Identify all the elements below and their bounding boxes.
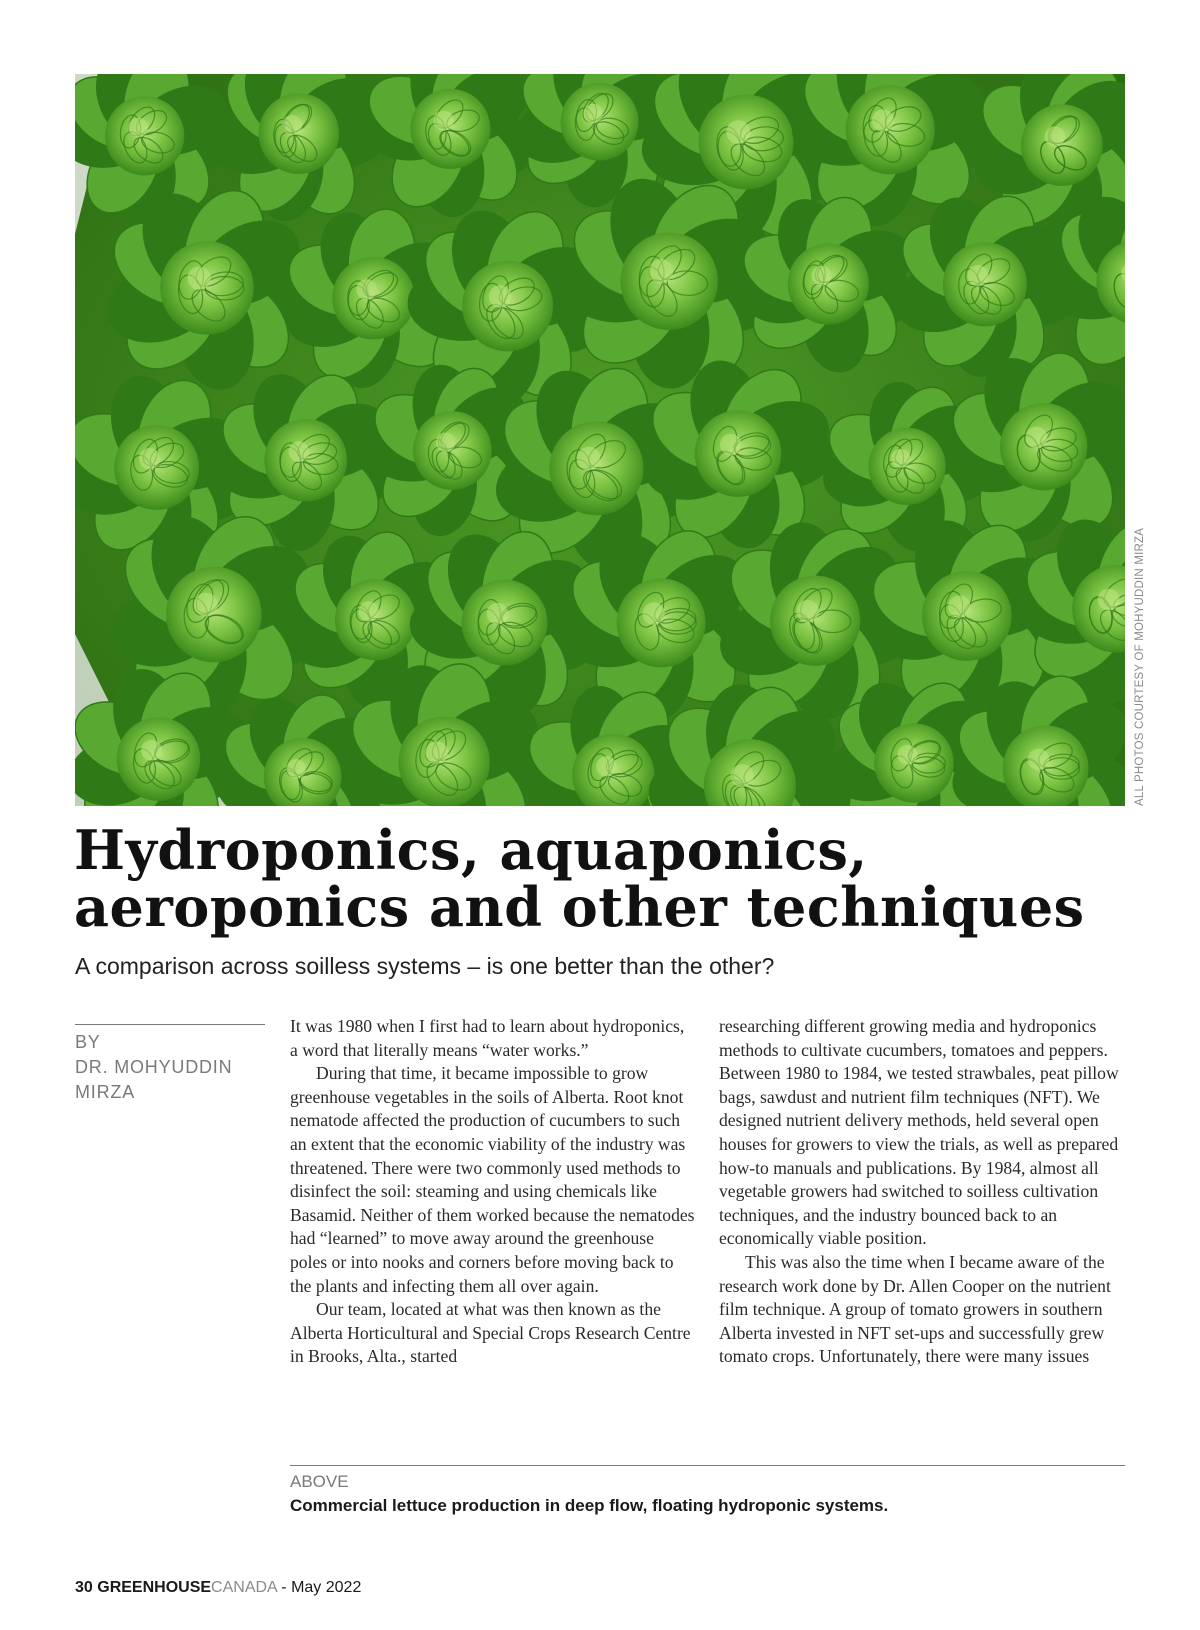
- paragraph: During that time, it became impossible to grow greenhouse vegetables in the soils of Alberta. Root knot nematode affected the production of cucumbers to such an extent that the economic viability of the industry was threatened. There were two commonly used methods to disinfect the soil: steaming and using chemicals like Basamid. Neither of them worked because the nematodes had “learned” to move away around the greenhouse poles or into nooks and corners before moving back to the plants and infecting them all over again.: [290, 1063, 695, 1296]
- byline-divider: [75, 1024, 265, 1025]
- paragraph: It was 1980 when I first had to learn about hydroponics, a word that literally means “water works.”: [290, 1016, 685, 1060]
- article-column-1: [290, 1015, 695, 1369]
- paragraph: researching different growing media and hydroponics methods to cultivate cucumbers, tomatoes and peppers. Between 1980 to 1984, we tested strawbales, peat pillow bags, sawdust and nutrient film techniques (NFT). We designed nutrient delivery methods, held several open houses for growers to view the trials, as well as prepared how-to manuals and publications. By 1984, almost all vegetable growers had switched to soilless cultivation techniques, and the industry bounced back to an economically viable position.: [719, 1016, 1119, 1249]
- headline-line-2: aeroponics and other techniques: [74, 875, 1085, 939]
- headline: [74, 818, 1134, 939]
- byline-name-line-2: MIRZA: [75, 1082, 135, 1102]
- deck-subtitle: A comparison across soilless systems – is one better than the other?: [75, 953, 775, 979]
- page-number: 30: [75, 1579, 93, 1596]
- page-footer: [75, 1579, 361, 1597]
- magazine-name-light: CANADA: [211, 1579, 277, 1596]
- paragraph: Our team, located at what was then known as the Alberta Horticultural and Special Crops Research Centre in Brooks, Alta., started: [290, 1299, 691, 1367]
- caption-label: ABOVE: [290, 1472, 349, 1491]
- byline-name-line-1: DR. MOHYUDDIN: [75, 1057, 233, 1077]
- paragraph: This was also the time when I became aware of the research work done by Dr. Allen Cooper on the nutrient film technique. A group of tomato growers in southern Alberta invested in NFT set-ups and successfully grew tomato crops. Unfortunately, there were many issues: [719, 1251, 1111, 1367]
- caption-text: Commercial lettuce production in deep flow, floating hydroponic systems.: [290, 1496, 889, 1515]
- byline-label: BY: [75, 1032, 101, 1052]
- headline-line-1: Hydroponics, aquaponics,: [74, 818, 868, 882]
- magazine-name-bold: GREENHOUSE: [97, 1579, 212, 1596]
- caption-divider: [290, 1465, 1125, 1466]
- byline: [75, 1030, 275, 1105]
- issue-date: - May 2022: [281, 1579, 362, 1596]
- lettuce-photo: [75, 74, 1125, 806]
- lettuce-illustration: [75, 74, 1125, 806]
- photo-credit: ALL PHOTOS COURTESY OF MOHYUDDIN MIRZA: [1134, 527, 1146, 806]
- article-column-2: [719, 1015, 1124, 1369]
